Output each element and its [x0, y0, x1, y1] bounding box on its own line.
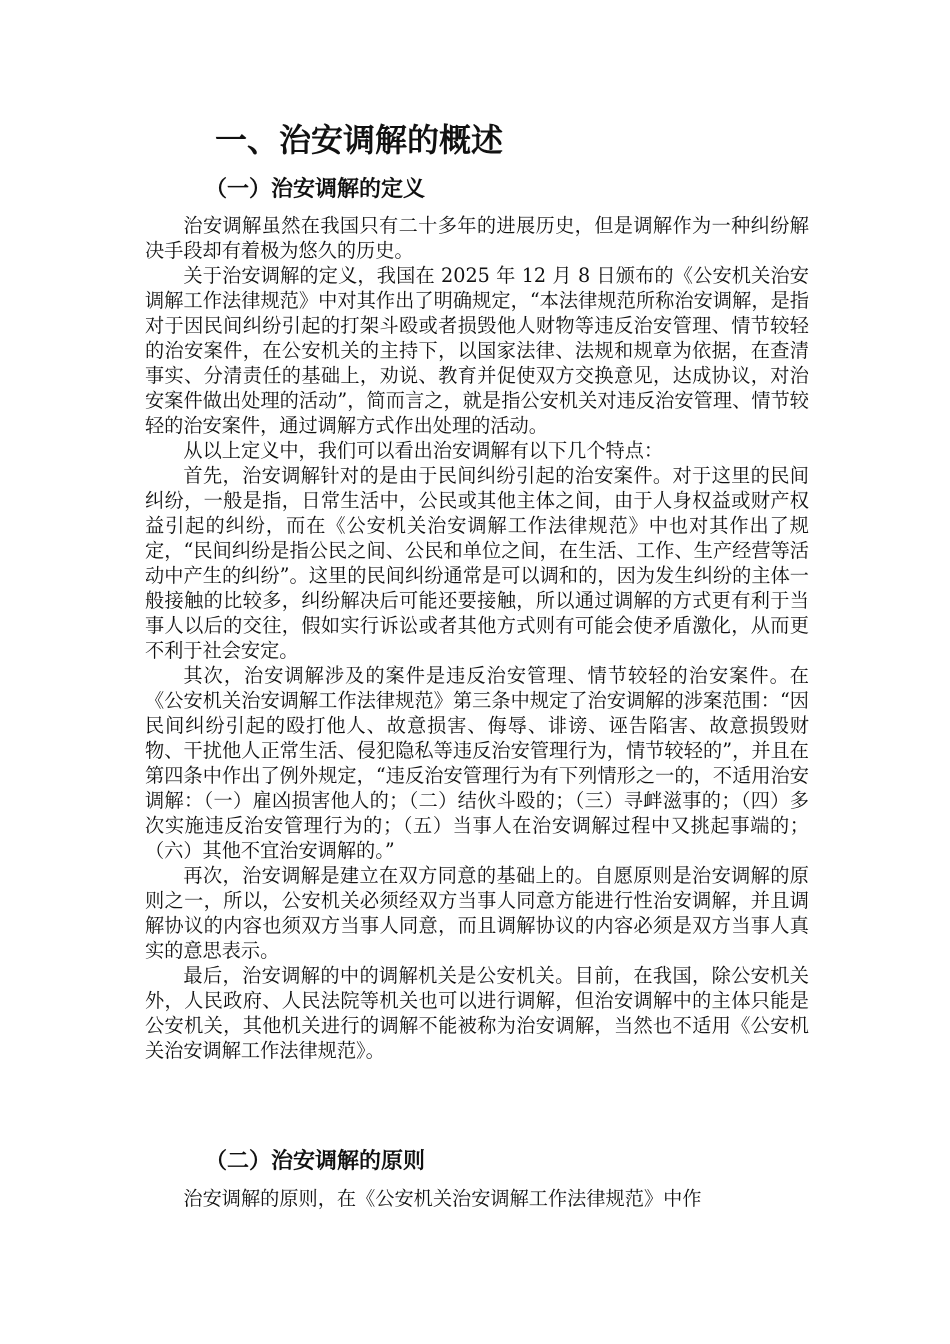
section-body-principles [145, 1186, 809, 1211]
paragraph: 最后，治安调解的中的调解机关是公安机关。目前，在我国，除公安机关外，人民政府、人民法院等机关也可以进行调解，但治安调解中的主体只能是公安机关，其他机关进行的调解不能被称为治安调解，当然也不适用《公安机关治安调解工作法律规范》。 [145, 964, 809, 1062]
paragraph: 首先，治安调解针对的是由于民间纠纷引起的治安案件。对于这里的民间纠纷，一般是指，日常生活中，公民或其他主体之间，由于人身权益或财产权益引起的纠纷，而在《公安机关治安调解工作法律规范》中也对其作出了规定，“民间纠纷是指公民之间、公民和单位之间，在生活、工作、生产经营等活动中产生的纠纷”。这里的民间纠纷通常是可以调和的，因为发生纠纷的主体一般接触的比较多，纠纷解决后可能还要接触，所以通过调解的方式更有利于当事人以后的交往，假如实行诉讼或者其他方式则有可能会使矛盾激化，从而更不利于社会安定。 [145, 464, 809, 662]
paragraph: 关于治安调解的定义，我国在 2025 年 12 月 8 日颁布的《公安机关治安调解工作法律规范》中对其作出了明确规定，“本法律规范所称治安调解，是指对于因民间纠纷引起的打架斗殴或者损毁他人财物等违反治安管理、情节较轻的治安案件，在公安机关的主持下，以国家法律、法规和规章为依据，在查清事实、分清责任的基础上，劝说、教育并促使双方交换意见，达成协议，对治安案件做出处理的活动”，简而言之，就是指公安机关对违反治安管理、情节较轻的治安案件，通过调解方式作出处理的活动。 [145, 264, 809, 437]
document-title: 一、治安调解的概述 [215, 121, 504, 159]
paragraph: 其次，治安调解涉及的案件是违反治安管理、情节较轻的治安案件。在《公安机关治安调解工作法律规范》第三条中规定了治安调解的涉案范围：“因民间纠纷引起的殴打他人、故意损害、侮辱、诽谤、诬告陷害、故意损毁财物、干扰他人正常生活、侵犯隐私等违反治安管理行为，情节较轻的”，并且在第四条中作出了例外规定，“违反治安管理行为有下列情形之一的，不适用治安调解：（一）雇凶损害他人的；（二）结伙斗殴的；（三）寻衅滋事的；（四）多次实施违反治安管理行为的；（五）当事人在治安调解过程中又挑起事端的；（六）其他不宜治安调解的。” [145, 664, 809, 862]
paragraph: 再次，治安调解是建立在双方同意的基础上的。自愿原则是治安调解的原则之一，所以，公安机关必须经双方当事人同意方能进行性治安调解，并且调解协议的内容也须双方当事人同意，而且调解协议的内容必须是双方当事人真实的意思表示。 [145, 864, 809, 962]
paragraph: 治安调解虽然在我国只有二十多年的进展历史，但是调解作为一种纠纷解决手段却有着极为悠久的历史。 [145, 214, 809, 262]
section-heading-definition: （一）治安调解的定义 [205, 176, 426, 202]
paragraph: 治安调解的原则，在《公安机关治安调解工作法律规范》中作 [183, 1187, 702, 1210]
section-heading-principles: （二）治安调解的原则 [205, 1148, 426, 1174]
section-body-definition [145, 213, 809, 1063]
paragraph: 从以上定义中，我们可以看出治安调解有以下几个特点： [183, 439, 664, 462]
